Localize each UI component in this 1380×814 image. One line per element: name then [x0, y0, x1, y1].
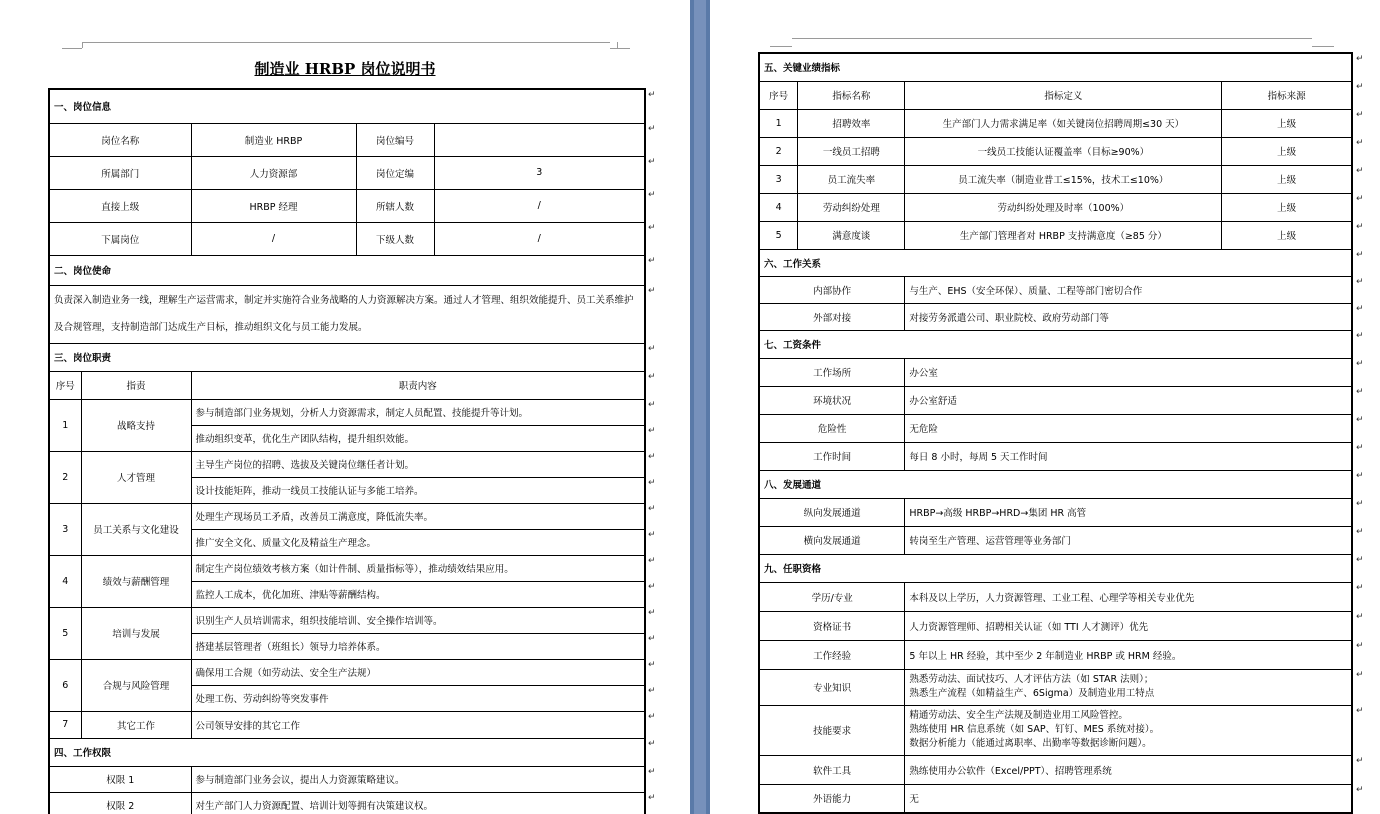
kpi-definition[interactable]: 劳动纠纷处理及时率（100%）	[905, 193, 1222, 221]
info-label[interactable]: 所属部门	[49, 156, 191, 189]
section-heading-mission[interactable]: 二、岗位使命	[49, 255, 645, 285]
qualification-line[interactable]: 熟练使用办公软件（Excel/PPT）、招聘管理系统	[909, 765, 1112, 777]
duty-no[interactable]: 1	[49, 399, 81, 451]
paragraph-mark-icon: ↵	[1356, 756, 1364, 766]
table-row	[759, 137, 1352, 165]
kpi-name[interactable]: 招聘效率	[798, 109, 905, 137]
paragraph-mark-icon: ↵	[648, 767, 656, 777]
qualification-line[interactable]: 精通劳动法、安全生产法规及制造业用工风险管控。	[909, 710, 1128, 721]
paragraph-mark-icon: ↵	[1356, 499, 1364, 509]
paragraph-mark-icon: ↵	[648, 634, 656, 644]
info-value[interactable]: 制造业 HRBP	[191, 123, 356, 156]
qualification-line[interactable]: 人力资源管理师、招聘相关认证（如 TTI 人才测评）优先	[909, 621, 1149, 633]
document-page-2	[710, 0, 1380, 814]
condition-value[interactable]: 每日 8 小时，每周 5 天工作时间	[905, 442, 1352, 470]
duty-item[interactable]: 处理生产现场员工矛盾，改善员工满意度，降低流失率。	[191, 503, 645, 529]
section-heading-kpi[interactable]: 五、关键业绩指标	[759, 53, 1352, 81]
paragraph-mark-icon: ↵	[1356, 471, 1364, 481]
kpi-definition[interactable]: 生产部门人力需求满足率（如关键岗位招聘周期≤30 天）	[905, 109, 1222, 137]
section-heading-qualification[interactable]: 九、任职资格	[759, 554, 1352, 582]
section-heading-info[interactable]: 一、岗位信息	[49, 89, 645, 123]
paragraph-mark-icon: ↵	[1356, 641, 1364, 651]
paragraph-mark-icon: ↵	[648, 686, 656, 696]
kpi-source[interactable]: 上级	[1222, 165, 1352, 193]
table-row	[759, 669, 1352, 705]
paragraph-mark-icon: ↵	[1356, 331, 1364, 341]
table-row	[49, 123, 645, 156]
paragraph-mark-icon: ↵	[1356, 304, 1364, 314]
table-row	[49, 189, 645, 222]
table-row	[759, 442, 1352, 470]
kpi-name[interactable]: 员工流失率	[798, 165, 905, 193]
duty-item[interactable]: 搭建基层管理者（班组长）领导力培养体系。	[191, 633, 645, 659]
qualification-value[interactable]	[905, 784, 1352, 813]
table-row	[759, 81, 1352, 109]
job-description-table	[48, 88, 646, 814]
kpi-header-source[interactable]: 指标来源	[1222, 81, 1352, 109]
table-row	[49, 222, 645, 255]
qualification-line[interactable]: 本科及以上学历，人力资源管理、工业工程、心理学等相关专业优先	[909, 592, 1195, 604]
table-row	[759, 109, 1352, 137]
table-row	[49, 607, 645, 633]
qualification-label[interactable]: 技能要求	[759, 705, 905, 755]
table-row	[759, 330, 1352, 358]
paragraph-mark-icon: ↵	[1356, 527, 1364, 537]
duty-name[interactable]: 员工关系与文化建设	[81, 503, 191, 555]
duty-header-content[interactable]: 职责内容	[191, 371, 645, 399]
header-margin-right	[610, 48, 630, 49]
qualification-label[interactable]: 专业知识	[759, 669, 905, 705]
paragraph-mark-icon: ↵	[1356, 166, 1364, 176]
kpi-source[interactable]: 上级	[1222, 137, 1352, 165]
paragraph-mark-icon: ↵	[1356, 250, 1364, 260]
kpi-definition[interactable]: 生产部门管理者对 HRBP 支持满意度（≥85 分）	[905, 221, 1222, 249]
paragraph-mark-icon: ↵	[648, 286, 656, 296]
paragraph-mark-icon: ↵	[648, 190, 656, 200]
kpi-no[interactable]: 3	[759, 165, 798, 193]
paragraph-mark-icon: ↵	[1356, 222, 1364, 232]
duty-name[interactable]: 培训与发展	[81, 607, 191, 659]
paragraph-mark-icon: ↵	[1356, 612, 1364, 622]
table-row	[759, 526, 1352, 554]
table-row	[49, 738, 645, 766]
table-row	[49, 711, 645, 738]
qualification-label[interactable]: 资格证书	[759, 611, 905, 640]
paragraph-mark-icon: ↵	[648, 223, 656, 233]
table-row	[49, 285, 645, 343]
header-corner-right	[609, 42, 618, 48]
job-description-table-continued	[758, 52, 1353, 814]
career-path-value[interactable]: 转岗至生产管理、运营管理等业务部门	[905, 526, 1352, 554]
paragraph-mark-icon: ↵	[1356, 194, 1364, 204]
authority-name[interactable]: 权限 2	[49, 792, 191, 814]
section-heading-conditions[interactable]: 七、工资条件	[759, 330, 1352, 358]
table-row	[759, 165, 1352, 193]
duty-no[interactable]: 5	[49, 607, 81, 659]
table-row	[759, 498, 1352, 526]
paragraph-mark-icon: ↵	[1356, 54, 1364, 64]
duty-no[interactable]: 3	[49, 503, 81, 555]
paragraph-mark-icon: ↵	[648, 660, 656, 670]
relation-value[interactable]: 与生产、EHS（安全环保）、质量、工程等部门密切合作	[905, 276, 1352, 303]
paragraph-mark-icon: ↵	[648, 608, 656, 618]
duty-header-no[interactable]: 序号	[49, 371, 81, 399]
info-value[interactable]: /	[434, 222, 645, 255]
qualification-label[interactable]: 软件工具	[759, 755, 905, 784]
page-gutter-shade	[694, 0, 706, 814]
info-label[interactable]: 下属岗位	[49, 222, 191, 255]
table-row	[49, 371, 645, 399]
condition-label[interactable]: 危险性	[759, 414, 905, 442]
qualification-value[interactable]	[905, 669, 1352, 705]
paragraph-mark-icon: ↵	[648, 452, 656, 462]
qualification-line[interactable]: 熟练使用 HR 信息系统（如 SAP、钉钉、MES 系统对接）。	[909, 724, 1160, 735]
header-line	[792, 38, 1312, 39]
info-value[interactable]	[434, 123, 645, 156]
paragraph-mark-icon: ↵	[1356, 277, 1364, 287]
info-label[interactable]: 所辖人数	[356, 189, 434, 222]
kpi-definition[interactable]: 一线员工技能认证覆盖率（目标≥90%）	[905, 137, 1222, 165]
paragraph-mark-icon: ↵	[648, 582, 656, 592]
duty-item[interactable]: 制定生产岗位绩效考核方案（如计件制、质量指标等），推动绩效结果应用。	[191, 555, 645, 581]
duty-item[interactable]: 监控人工成本，优化加班、津贴等薪酬结构。	[191, 581, 645, 607]
table-row	[759, 611, 1352, 640]
qualification-value[interactable]	[905, 705, 1352, 755]
paragraph-mark-icon: ↵	[1356, 443, 1364, 453]
info-label[interactable]: 岗位编号	[356, 123, 434, 156]
info-label[interactable]: 岗位定编	[356, 156, 434, 189]
duty-name[interactable]: 合规与风险管理	[81, 659, 191, 711]
paragraph-mark-icon: ↵	[648, 400, 656, 410]
duty-item[interactable]: 处理工伤、劳动纠纷等突发事件	[191, 685, 645, 711]
kpi-source[interactable]: 上级	[1222, 193, 1352, 221]
duty-item[interactable]: 主导生产岗位的招聘、选拔及关键岗位继任者计划。	[191, 451, 645, 477]
table-row	[759, 193, 1352, 221]
paragraph-mark-icon: ↵	[1356, 583, 1364, 593]
table-row	[759, 303, 1352, 330]
authority-text[interactable]: 对生产部门人力资源配置、培训计划等拥有决策建议权。	[191, 792, 645, 814]
table-row	[759, 358, 1352, 386]
duty-name[interactable]: 人才管理	[81, 451, 191, 503]
table-row	[49, 343, 645, 371]
kpi-source[interactable]: 上级	[1222, 221, 1352, 249]
duty-no[interactable]: 4	[49, 555, 81, 607]
authority-name[interactable]: 权限 1	[49, 766, 191, 792]
kpi-no[interactable]: 1	[759, 109, 798, 137]
document-title[interactable]: 制造业 HRBP 岗位说明书	[254, 60, 436, 78]
paragraph-mark-icon: ↵	[1356, 415, 1364, 425]
paragraph-mark-icon: ↵	[648, 256, 656, 266]
qualification-line[interactable]: 熟悉劳动法、面试技巧、人才评估方法（如 STAR 法则）；	[909, 674, 1154, 685]
info-value[interactable]: /	[434, 189, 645, 222]
table-row	[49, 659, 645, 685]
qualification-value[interactable]	[905, 611, 1352, 640]
paragraph-mark-icon: ↵	[648, 793, 656, 803]
paragraph-mark-icon: ↵	[648, 426, 656, 436]
table-row	[759, 784, 1352, 813]
relation-label[interactable]: 内部协作	[759, 276, 905, 303]
table-row	[49, 156, 645, 189]
kpi-header-def[interactable]: 指标定义	[905, 81, 1222, 109]
table-row	[759, 249, 1352, 276]
table-row	[49, 451, 645, 477]
table-row	[49, 766, 645, 792]
qualification-value[interactable]	[905, 640, 1352, 669]
qualification-label[interactable]: 外语能力	[759, 784, 905, 813]
duty-header-duty[interactable]: 指责	[81, 371, 191, 399]
relation-value[interactable]: 对接劳务派遣公司、职业院校、政府劳动部门等	[905, 303, 1352, 330]
section-heading-duties[interactable]: 三、岗位职责	[49, 343, 645, 371]
duty-name[interactable]: 其它工作	[81, 711, 191, 738]
info-value[interactable]: /	[191, 222, 356, 255]
table-row	[759, 705, 1352, 755]
table-row	[49, 89, 645, 123]
kpi-source[interactable]: 上级	[1222, 109, 1352, 137]
kpi-no[interactable]: 5	[759, 221, 798, 249]
table-row	[759, 755, 1352, 784]
table-row	[759, 414, 1352, 442]
condition-label[interactable]: 工作场所	[759, 358, 905, 386]
relation-label[interactable]: 外部对接	[759, 303, 905, 330]
mission-text[interactable]: 负责深入制造业务一线，理解生产运营需求，制定并实施符合业务战略的人力资源解决方案。通过人才管理、组织效能提升、员工关系维护及合规管理，支持制造部门达成生产目标，推动组织文化与员工能力发展。	[49, 285, 645, 343]
career-path-value[interactable]: HRBP→高级 HRBP→HRD→集团 HR 高管	[905, 498, 1352, 526]
table-row	[759, 582, 1352, 611]
paragraph-mark-icon: ↵	[648, 712, 656, 722]
duty-name[interactable]: 战略支持	[81, 399, 191, 451]
duty-item[interactable]: 公司领导安排的其它工作	[191, 711, 645, 738]
duty-item[interactable]: 设计技能矩阵，推动一线员工技能认证与多能工培养。	[191, 477, 645, 503]
table-row	[49, 792, 645, 814]
qualification-line[interactable]: 熟悉生产流程（如精益生产、6Sigma）及制造业用工特点	[909, 688, 1155, 699]
qualification-line[interactable]: 无	[909, 794, 919, 806]
paragraph-mark-icon: ↵	[648, 157, 656, 167]
paragraph-mark-icon: ↵	[1356, 555, 1364, 565]
qualification-label[interactable]: 工作经验	[759, 640, 905, 669]
qualification-line[interactable]: 5 年以上 HR 经验，其中至少 2 年制造业 HRBP 或 HRM 经验。	[909, 650, 1182, 662]
info-label[interactable]: 下级人数	[356, 222, 434, 255]
table-row	[759, 470, 1352, 498]
duty-item[interactable]: 识别生产人员培训需求，组织技能培训、安全操作培训等。	[191, 607, 645, 633]
header-margin-right	[1312, 46, 1334, 47]
table-row	[759, 276, 1352, 303]
header-corner-left	[82, 42, 91, 48]
qualification-label[interactable]: 学历/专业	[759, 582, 905, 611]
duty-name[interactable]: 绩效与薪酬管理	[81, 555, 191, 607]
paragraph-mark-icon: ↵	[648, 90, 656, 100]
kpi-no[interactable]: 2	[759, 137, 798, 165]
table-row	[759, 221, 1352, 249]
info-value[interactable]: 人力资源部	[191, 156, 356, 189]
paragraph-mark-icon: ↵	[648, 504, 656, 514]
info-value[interactable]: HRBP 经理	[191, 189, 356, 222]
duty-no[interactable]: 2	[49, 451, 81, 503]
table-row	[49, 503, 645, 529]
condition-label[interactable]: 工作时间	[759, 442, 905, 470]
table-row	[49, 555, 645, 581]
duty-item[interactable]: 推广安全文化、质量文化及精益生产理念。	[191, 529, 645, 555]
paragraph-mark-icon: ↵	[648, 372, 656, 382]
table-row	[759, 640, 1352, 669]
header-margin-left	[770, 46, 792, 47]
kpi-name[interactable]: 劳动纠纷处理	[798, 193, 905, 221]
table-row	[49, 399, 645, 425]
condition-value[interactable]: 无危险	[905, 414, 1352, 442]
kpi-header-name[interactable]: 指标名称	[798, 81, 905, 109]
condition-label[interactable]: 环境状况	[759, 386, 905, 414]
condition-value[interactable]: 办公室	[905, 358, 1352, 386]
section-heading-relations[interactable]: 六、工作关系	[759, 249, 1352, 276]
section-heading-authority[interactable]: 四、工作权限	[49, 738, 645, 766]
paragraph-mark-icon: ↵	[1356, 670, 1364, 680]
paragraph-mark-icon: ↵	[1356, 785, 1364, 795]
info-value[interactable]: 3	[434, 156, 645, 189]
duty-item[interactable]: 确保用工合规（如劳动法、安全生产法规）	[191, 659, 645, 685]
info-label[interactable]: 直接上级	[49, 189, 191, 222]
career-path-label[interactable]: 横向发展通道	[759, 526, 905, 554]
paragraph-mark-icon: ↵	[648, 530, 656, 540]
table-row	[759, 53, 1352, 81]
paragraph-mark-icon: ↵	[1356, 359, 1364, 369]
kpi-definition[interactable]: 员工流失率（制造业普工≤15%，技术工≤10%）	[905, 165, 1222, 193]
paragraph-mark-icon: ↵	[648, 344, 656, 354]
duty-no[interactable]: 6	[49, 659, 81, 711]
qualification-line[interactable]: 数据分析能力（能通过离职率、出勤率等数据诊断问题）。	[909, 738, 1152, 749]
duty-item[interactable]: 推动组织变革，优化生产团队结构，提升组织效能。	[191, 425, 645, 451]
table-row	[49, 255, 645, 285]
duty-item[interactable]: 参与制造部门业务规划，分析人力资源需求，制定人员配置、技能提升等计划。	[191, 399, 645, 425]
table-row	[759, 386, 1352, 414]
paragraph-mark-icon: ↵	[648, 739, 656, 749]
paragraph-mark-icon: ↵	[1356, 706, 1364, 716]
header-line	[82, 42, 610, 43]
career-path-label[interactable]: 纵向发展通道	[759, 498, 905, 526]
paragraph-mark-icon: ↵	[648, 556, 656, 566]
table-row	[759, 554, 1352, 582]
section-heading-career[interactable]: 八、发展通道	[759, 470, 1352, 498]
kpi-header-no[interactable]: 序号	[759, 81, 798, 109]
kpi-name[interactable]: 满意度谈	[798, 221, 905, 249]
authority-text[interactable]: 参与制造部门业务会议，提出人力资源策略建议。	[191, 766, 645, 792]
kpi-name[interactable]: 一线员工招聘	[798, 137, 905, 165]
paragraph-mark-icon: ↵	[1356, 110, 1364, 120]
info-label[interactable]: 岗位名称	[49, 123, 191, 156]
duty-no[interactable]: 7	[49, 711, 81, 738]
paragraph-mark-icon: ↵	[1356, 82, 1364, 92]
kpi-no[interactable]: 4	[759, 193, 798, 221]
qualification-value[interactable]	[905, 582, 1352, 611]
header-margin-left	[62, 48, 82, 49]
paragraph-mark-icon: ↵	[648, 124, 656, 134]
paragraph-mark-icon: ↵	[1356, 138, 1364, 148]
paragraph-mark-icon: ↵	[1356, 387, 1364, 397]
condition-value[interactable]: 办公室舒适	[905, 386, 1352, 414]
paragraph-mark-icon: ↵	[648, 478, 656, 488]
qualification-value[interactable]	[905, 755, 1352, 784]
